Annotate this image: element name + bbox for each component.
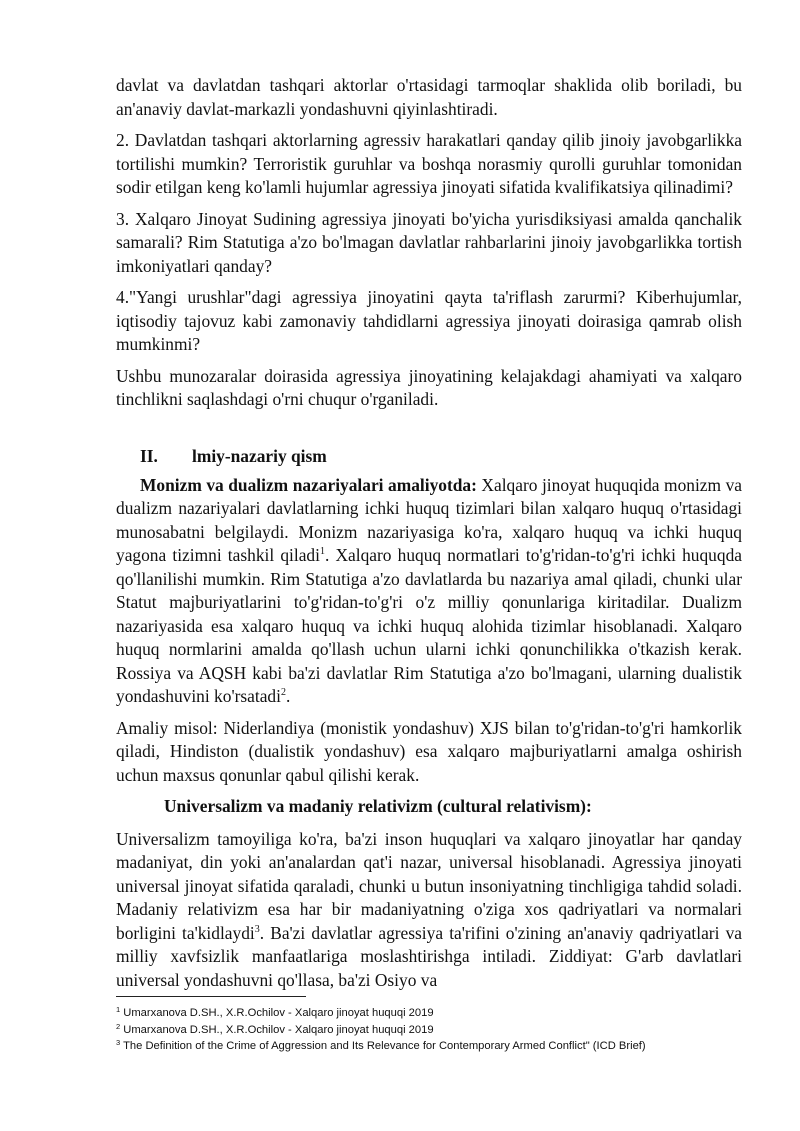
monizm-text-c: . bbox=[285, 686, 291, 706]
monizm-lead: Monizm va dualizm nazariyalari amaliyotda: bbox=[140, 474, 477, 495]
section-title: lmiy-nazariy qism bbox=[192, 445, 327, 466]
footnote-ref-1[interactable]: 1 bbox=[319, 546, 325, 557]
footnotes bbox=[116, 1005, 756, 1055]
footnote-ref-3[interactable]: 3 bbox=[254, 923, 260, 935]
universalizm-text-a: Universalizm tamoyiliga ko'ra, ba'zi inson huquqlari va xalqaro jinoyatlar har qanday madaniyat, din yoki an'analardan qat'i nazar, universal hisoblanadi. Agressiya jinoyati universal jinoyat sifatida qaraladi, chunki u butun insoniyatning tinchligiga tahdid soladi. Madaniy relativizm esa har bir madaniyatning o'ziga xos qadriyatlari va normalari borligini ta'kidlaydi bbox=[116, 828, 742, 943]
question-3: 3. Xalqaro Jinoyat Sudining agressiya jinoyati bo'yicha yurisdiksiyasi amalda qanchalik samarali? Rim Statutiga a'zo bo'lmagan davlatlar rahbarlarini jinoiy javobgarlikka tortish imkoniyatlari qanday? bbox=[116, 208, 742, 276]
page-body bbox=[116, 74, 742, 992]
footnote-2 bbox=[116, 1022, 756, 1039]
universalizm-paragraph bbox=[116, 828, 742, 993]
monizm-text-a: Xalqaro jinoyat huquqida monizm va dualizm nazariyalari davlatlarning ichki huquq tizimlari bilan xalqaro huquq o'rtasidagi munosabatni belgilaydi. Monizm nazariyasiga ko'ra, xalqaro huquq va ichki huquq yagona tizimni tashkil qiladi bbox=[116, 474, 742, 565]
footnote-mark: 2 bbox=[116, 1021, 121, 1031]
footnote-separator bbox=[116, 996, 306, 997]
monizm-text-b: . Xalqaro huquq normatlari to'g'ridan-to'g'ri ichki huquqda qo'llanilishi mumkin. Rim Statutiga a'zo davlatlarda bu nazariya amal qiladi, chunki ular Statut majburiyatlarini to'g'ridan-to'g'ri o'z milliy qonunlariga kiritadilar. Dualizm nazariyasida esa xalqaro huquq va ichki huquq alohida tizimlar hisoblanadi. Xalqaro huquq normlarini amalda qo'llash uchun ularni ichki qonunchilikka o'tkazish kerak. Rossiya va AQSH kabi ba'zi davlatlar Rim Statutiga a'zo bo'lmagani, ularning dualistik yondashuvini ko'rsatadi bbox=[116, 545, 742, 706]
practical-example: Amaliy misol: Niderlandiya (monistik yondashuv) XJS bilan to'g'ridan-to'g'ri hamkorlik qiladi, Hindiston (dualistik yondashuv) esa xalqaro majburiyatlarni amalga oshirish uchun maxsus qonunlar qabul qilishi kerak. bbox=[116, 717, 742, 785]
monizm-paragraph bbox=[116, 474, 742, 709]
footnote-text: Umarxanova D.SH., X.R.Ochilov - Xalqaro jinoyat huquqi 2019 bbox=[120, 1007, 434, 1019]
footnote-ref-2[interactable]: 2 bbox=[280, 687, 286, 698]
question-4: 4."Yangi urushlar"dagi agressiya jinoyatini qayta ta'riflash zarurmi? Kiberhujumlar, iqtisodiy tajovuz kabi zamonaviy tahdidlarni agressiya jinoyati doirasiga qamrab olish mumkinmi? bbox=[116, 287, 742, 354]
section-heading bbox=[116, 444, 742, 468]
footnote-text: Umarxanova D.SH., X.R.Ochilov - Xalqaro jinoyat huquqi 2019 bbox=[120, 1023, 434, 1036]
footnote-1 bbox=[116, 1005, 756, 1022]
footnote-mark: 3 bbox=[116, 1038, 121, 1047]
universalizm-text-b: . Ba'zi davlatlar agressiya ta'rifini o'zining an'anaviy qadriyatlari va milliy xavfsizlik manfaatlariga moslashtirishga intiladi. Ziddiyat: G'arb davlatlari universal yondashuvni qo'llasa, ba'zi Osiyo va bbox=[116, 922, 742, 990]
universalizm-heading: Universalizm va madaniy relativizm (cultural relativism): bbox=[164, 796, 592, 816]
footnote-text: The Definition of the Crime of Aggression and Its Relevance for Contemporary Armed Conflict" (ICD Brief) bbox=[120, 1040, 646, 1052]
footnote-3 bbox=[116, 1038, 756, 1055]
paragraph-continuation: davlat va davlatdan tashqari aktorlar o'rtasidagi tarmoqlar shaklida olib boriladi, bu an'anaviy davlat-markazli yondashuvni qiyinlashtiradi. bbox=[116, 75, 742, 119]
question-2: 2. Davlatdan tashqari aktorlarning agressiv harakatlari qanday qilib jinoiy javobgarlikka tortilishi mumkin? Terroristik guruhlar va boshqa norasmiy qurolli guruhlar tomonidan sodir etilgan keng ko'lamli hujumlar agressiya jinoyati sifatida kvalifikatsiya qilinadimi? bbox=[116, 130, 742, 197]
section-number: II. bbox=[140, 445, 158, 466]
footnote-mark: 1 bbox=[116, 1005, 121, 1014]
closing-paragraph: Ushbu munozaralar doirasida agressiya jinoyatining kelajakdagi ahamiyati va xalqaro tinchlikni saqlashdagi o'rni chuqur o'rganiladi. bbox=[116, 365, 742, 409]
